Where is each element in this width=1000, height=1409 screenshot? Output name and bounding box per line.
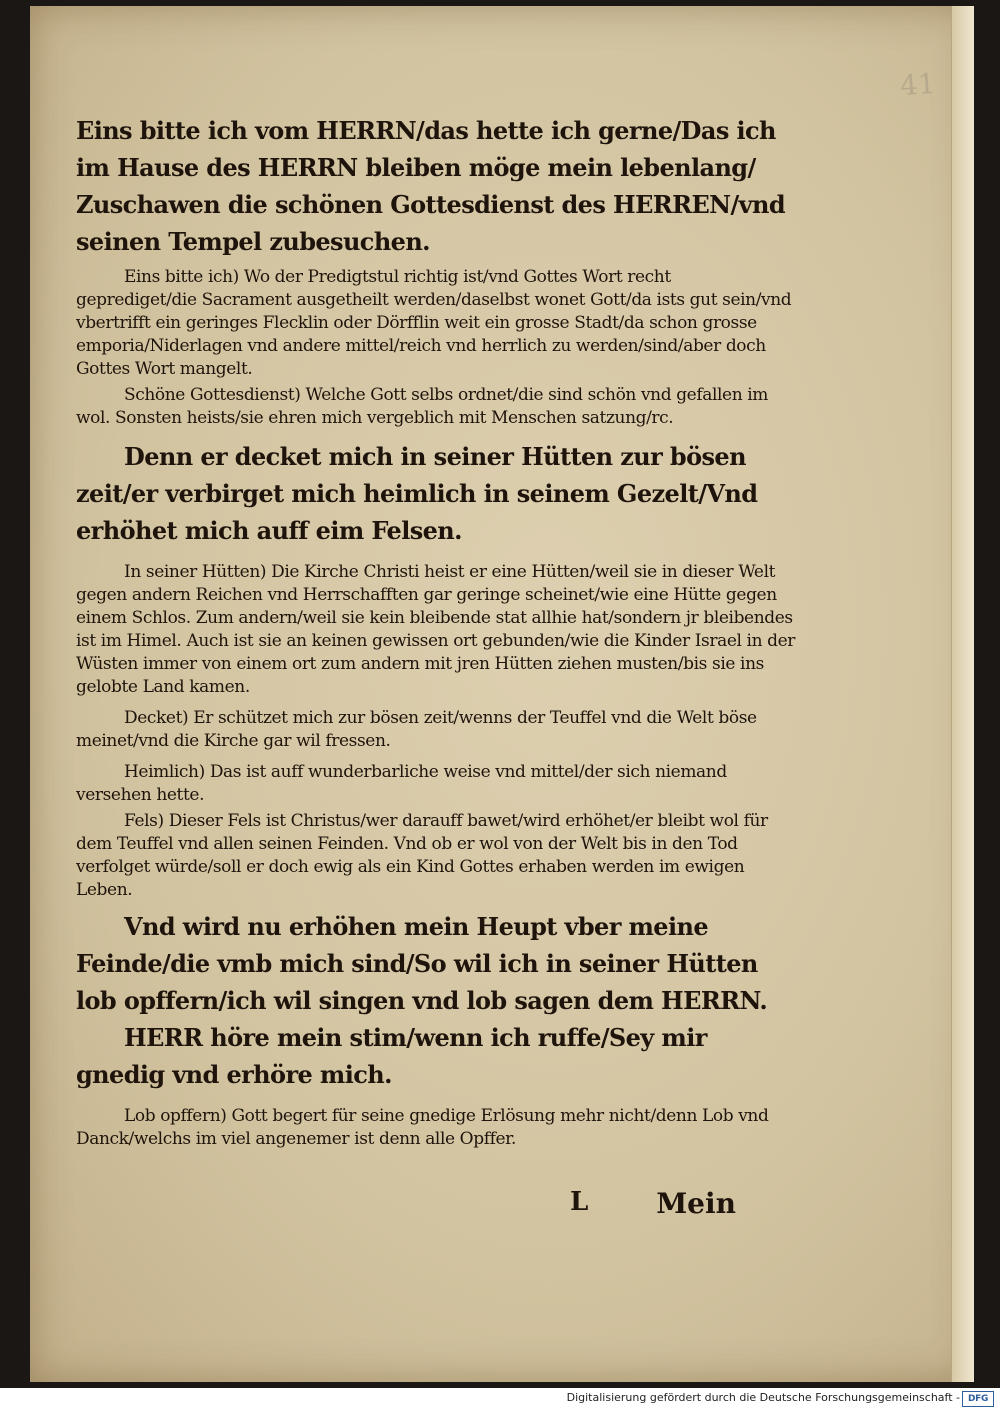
verse-paragraph: Vnd wird nu erhöhen mein Heupt vber meine Feinde/die vmb mich sind/So wil ich in seiner Hütten lob opffern/ich wil singen vnd lob sagen dem HERRN. [76, 912, 768, 1015]
gloss-paragraph: Lob opffern) Gott begert für seine gnedige Erlösung mehr nicht/denn Lob vnd Danck/welchs im viel angenemer ist denn alle Opffer. [76, 1106, 769, 1149]
gloss-paragraph: Decket) Er schützet mich zur bösen zeit/wenns der Teuffel vnd die Welt böse meinet/vnd die Kirche gar wil fressen. [76, 708, 757, 751]
dfg-logo-icon: DFG [962, 1391, 994, 1407]
verse-paragraph: Eins bitte ich vom HERRN/das hette ich gerne/Das ich im Hause des HERRN bleiben möge mein lebenlang/ Zuschawen die schönen Gottesdienst des HERREN/vnd seinen Tempel zubesuchen. [76, 116, 786, 256]
signature-mark: L [570, 1187, 589, 1217]
gloss-paragraph: In seiner Hütten) Die Kirche Christi heist er eine Hütten/weil sie in dieser Welt gegen andern Reichen vnd Herrschafften gar geringe scheinet/wie eine Hütte gegen einem Schlos. Zum andern/weil sie kein bleibende stat allhie hat/sondern jr bleibendes ist im Himel. Auch ist sie an keinen gewissen ort gebunden/wie die Kinder Israel in der Wüsten immer von einem ort zum andern mit jren Hütten ziehen musten/bis sie ins gelobte Land kamen. [76, 562, 796, 697]
verse-paragraph: Denn er decket mich in seiner Hütten zur bösen zeit/er verbirget mich heimlich in seinem Gezelt/Vnd erhöhet mich auff eim Felsen. [76, 442, 758, 545]
gloss-paragraph: Fels) Dieser Fels ist Christus/wer darauff bawet/wird erhöhet/er bleibt wol für dem Teuffel vnd allen seinen Feinden. Vnd ob er wol von der Welt bis in den Tod verfolget würde/soll er doch ewig als ein Kind Gottes erhaben werden im ewigen Leben. [76, 811, 768, 900]
gloss-paragraph: Heimlich) Das ist auff wunderbarliche weise vnd mittel/der sich niemand versehen hette. [76, 762, 727, 805]
gloss-paragraph: Schöne Gottesdienst) Welche Gott selbs ordnet/die sind schön vnd gefallen im wol. Sonsten heists/sie ehren mich vergeblich mit Menschen satzung/rc. [76, 385, 769, 428]
catchword: Mein [656, 1187, 736, 1220]
verse-paragraph: HERR höre mein stim/wenn ich ruffe/Sey mir gnedig vnd erhöre mich. [76, 1023, 707, 1089]
page-text [76, 104, 796, 1151]
page-edge [951, 6, 974, 1382]
credit-text: Digitalisierung gefördert durch die Deutsche Forschungsgemeinschaft - [566, 1391, 960, 1404]
page-footer [76, 1185, 736, 1225]
folio-number: 41 [898, 66, 937, 103]
credit-bar [0, 1388, 1000, 1409]
gloss-paragraph: Eins bitte ich) Wo der Predigtstul richtig ist/vnd Gottes Wort recht geprediget/die Sacrament ausgetheilt werden/daselbst wonet Gott/da ists gut sein/vnd vbertrifft ein geringes Flecklin oder Dörfflin weit ein grosse Stadt/da schon grosse emporia/Niderlagen vnd andere mittel/reich vnd herrlich zu werden/sind/aber doch Gottes Wort mangelt. [76, 267, 792, 379]
